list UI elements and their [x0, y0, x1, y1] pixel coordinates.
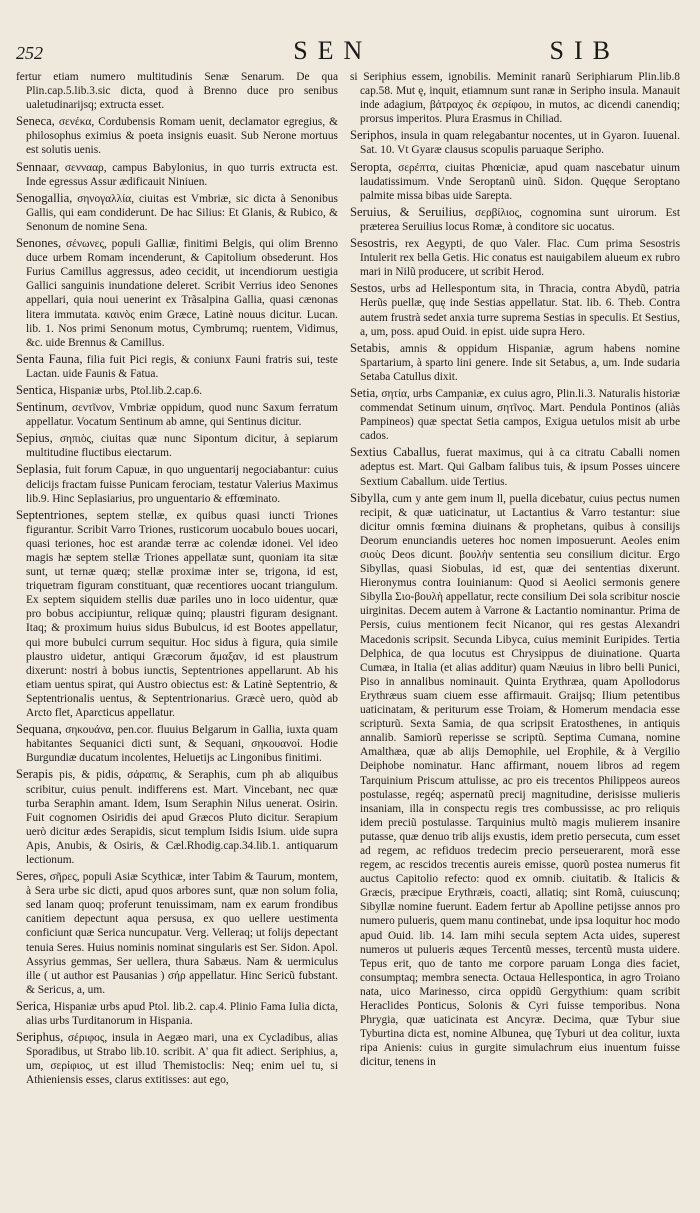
entry-headword: Sennaar, [16, 159, 60, 174]
dictionary-entry [350, 491, 680, 1070]
entry-headword: Sesostris, [350, 236, 398, 251]
dictionary-entry [16, 236, 338, 350]
entry-text: rex Aegypti, de quo Valer. Flac. Cum prima Sesostris Intulerit rex bella Getis. Hic conatus est nauigabilem alueum ex rubro mari in Nilũ producere, ut scribit Herod. [360, 238, 680, 279]
dictionary-entry [16, 999, 338, 1028]
running-head-right: SIB [549, 36, 620, 65]
entry-text: σένωνες, populi Galliæ, finitimi Belgis, qui olim Brenno duce urbem Romam incenderunt, & Capitolium obsederunt. Hos Furius Camillus aggressus, adeo cecidit, ut incendiorum uestigia Gallici sanguinis inundatione deleret. Scribit Verrius ideo Senones appellari, quia noui uenerint ex Trãsalpina Gallia, quasi cænonas litera immutata. καινὸς enim Græce, Latinè nouus dicitur. Lucan. lib. 1. Nos primi Senonum motus, Cymbrumq; ruentem, Vidimus, &c. uide Brennus & Camillus. [26, 238, 338, 349]
entry-headword: Sextius Caballus, [350, 445, 441, 460]
dictionary-entry [16, 70, 338, 112]
entry-text: σηκουάνα, pen.cor. fluuius Belgarum in Gallia, iuxta quam habitantes Sequanici dicti sunt, & Sequani, σηκουανοί. Hodie Burgundiæ ducatum incolentes, Heluetijs ac Lingonibus finitimi. [26, 724, 338, 765]
dictionary-entry [16, 767, 338, 867]
entry-text: amnis & oppidum Hispaniæ, agrum habens nomine Spartarium, à sparto lini genere. Inde sit Setabus, a, um. Inde sudaria Setaba Catullus dixit. [360, 342, 680, 383]
dictionary-entry [350, 160, 680, 203]
dictionary-entry [350, 236, 680, 279]
entry-text: Hispaniæ urbs, Ptol.lib.2.cap.6. [59, 384, 203, 397]
entry-text: σεννααρ, campus Babylonius, in quo turris extructa est. Inde egressus Assur ædificauit Niniuen. [26, 161, 338, 188]
entry-text: urbs ad Hellespontum sita, in Thracia, contra Abydũ, patria Herũs puellæ, quę inde Sestias appellatur. Stat. lib. 6. Theb. Contra autem frustrà sedet anxia turre suprema Sestias in speculis. Et Sestius, a, um, poss. apud Ouid. in epist. uide supra Hero. [360, 283, 680, 338]
entry-text: σερέπτα, ciuitas Phœniciæ, apud quam nascebatur uinum laudatissimum. Vnde Seroptanũ uinũ. Sidon. Quęque Seroptano palmite missa bibas uide Sarepta. [360, 161, 680, 202]
entry-text: fuit forum Capuæ, in quo unguentarij negociabantur: cuius delicijs fractam fuisse Punicam ferociam, testatur Valerius Maximus lib.9. Hinc Seplasiarius, pro unguentario & effœminato. [26, 464, 338, 505]
dictionary-entry [16, 383, 338, 398]
dictionary-entry [16, 160, 338, 189]
page-number: 252 [16, 43, 43, 63]
entry-text: σῆρες, populi Asiæ Scythicæ, inter Tabim & Taurum, montem, à Sera urbe sic dicti, apud quos arbores sunt, quæ non solum folia, sed lanam quoq; proferunt tenuissimam, nam ex earum frondibus canitiem depectunt aqua persusa, ex quo uellere uestimenta conficiunt quæ Serica nuncupatur. Verg. Velleraq; ut folijs depectant tenuia Seres. Huius nominis nominat singularis est Ser. Sidon. Apol. Assyrius gemmas, Ser uellera, thura Sabæus. Nam & uermiculus ille ( ut author est Pausanias ) σήρ appellatur. Hinc Sericũ fubstant. & Sericus, a, um. [26, 871, 339, 996]
entry-text: fuerat maximus, qui à ca citratu Caballi nomen adeptus est. Mart. Qui Galbam falibus tuis, & ipsum Posses uincere Sextium Caballum. uide Tertius. [360, 447, 680, 488]
dictionary-entry [16, 191, 338, 234]
entry-text: σητία, urbs Campaniæ, ex cuius agro, Plin.li.3. Naturalis historiæ commendat Setinum uinum, σητῖνος. Mart. Pendula Pontinos (aliàs Pampineos) quæ spectat Setia campos, Exigua uetulos misit ab urbe cados. [360, 387, 680, 443]
dictionary-entry [16, 1030, 338, 1087]
dictionary-entry [16, 431, 338, 460]
dictionary-entry [350, 281, 680, 338]
entry-text: σηπιὸς, ciuitas quæ nunc Sipontum dicitur, à sepiarum multitudine fluctibus eiectarum. [26, 433, 338, 460]
entry-text: σέριφος, insula in Aegæo mari, una ex Cycladibus, alias Sporadibus, ut Strabo lib.10. scribit. A' qua fit adiect. Seriphius, a, um, σερίφιος, ut est illud Themistoclis: Neq; enim uel tu, si Athieniensis esses, clarus extitisses: aut ego, [26, 1032, 338, 1087]
entry-headword: Sestos, [350, 281, 386, 296]
entry-headword: Setia, [350, 385, 379, 400]
entry-text: si Seriphius essem, ignobilis. Meminit ranarũ Seriphiarum Plin.lib.8 cap.58. Mut ę, inquit, etiamnum sunt ranæ in Seripho insula. Manauit inde adagium, βάτραχος ἐκ σερίφου, in mutos, ac dicendi canendiq; prorsus imperitos. Plura Erasmus in Chiliad. [350, 71, 680, 126]
entry-headword: Seres, [16, 869, 47, 884]
entry-headword: Septentriones, [16, 507, 88, 522]
dictionary-entry [350, 445, 680, 488]
entry-headword: Seriphus, [16, 1030, 64, 1045]
dictionary-entry [350, 70, 680, 126]
entry-text: filia fuit Pici regis, & coniunx Fauni fratris sui, teste Lactan. uide Faunis & Fatua. [26, 353, 338, 380]
entry-text: σηνογαλλία, ciuitas est Vmbriæ, sic dicta à Senonibus Gallis, qui eam condiderunt. De hac Silius: Et Glanis, & Rubico, & Senonum de nomine Sena. [26, 192, 338, 233]
dictionary-entry [350, 341, 680, 384]
entry-headword: Setabis, [350, 340, 390, 355]
entry-headword: Sequana, [16, 722, 62, 737]
dictionary-entry [350, 386, 680, 443]
dictionary-entry [350, 205, 680, 234]
entry-headword: Sentica, [16, 382, 57, 397]
entry-text: σερβίλιος, cognomina sunt uirorum. Est præterea Seruilius locus Romæ, à conditore sic uocatus. [360, 206, 681, 233]
dictionary-entry [16, 869, 338, 997]
entry-headword: Senones, [16, 236, 62, 251]
entry-headword: Serapis [16, 767, 54, 782]
entry-text: σεντῖνον, Vmbriæ oppidum, quod nunc Saxum ferratum appellatur. Vocatum Sentinum ab amne, qui Sentinus dicitur. [26, 402, 338, 429]
entry-headword: Senta Fauna, [16, 351, 83, 366]
entry-headword: Seplasia, [16, 462, 62, 477]
entry-headword: Serica, [16, 998, 51, 1013]
left-column [16, 70, 338, 1089]
text-columns [16, 70, 690, 1089]
entry-text: pis, & pidis, σάραπις, & Seraphis, cum ph ab aliquibus scribitur, cuius penult. indifferens est. Mart. Vincebant, nec quæ turba Seraphin amant. Idem, Isum Seraphin Nilus uenerat. Osirin. Fuit cognomen Osiridis dei apud Græcos Pluto dicitur. Serapium uerò dicitur ædes Serapidis, sicut templum Isidis Isium. uide supra Apis, Anubis, & Osiris, & Cæl.Rhodig.cap.34.lib.1. antiquarum lectionum. [26, 769, 338, 866]
running-head-left: SEN [293, 36, 373, 65]
entry-headword: Senogallia, [16, 190, 73, 205]
dictionary-entry [350, 128, 680, 157]
dictionary-entry [16, 400, 338, 429]
dictionary-entry [16, 352, 338, 381]
dictionary-entry [16, 722, 338, 765]
entry-headword: Sentinum, [16, 400, 68, 415]
entry-text: cum y ante gem inum ll, puella dicebatur, cuius pectus numen recipit, & quæ uaticinatur, ut Lactantius & Varro testantur: siue dicitur omnis fœmina diuinans & prophetans, quibus à consilijs Deorum enunciandis ueteres hoc nomen imposuerunt. Aeoles enim σιοὺς Deos dicunt. βουλὴν sententia seu consilium dicitur. Ergo Sibyllas, quasi Siobulas, id est, quæ dei sententias dixerunt. Hieronymus contra Iouinianum: Quod si Aeolici sermonis genere Sibylla Σιο-βουλὴ appellatur, recte consilium Dei sola scribitur noscie uirginitas. Decem autem à Varrone & Lactantio nominantur. Prima de Persis, cuius mentionem fecit Nicanor, qui res gestas Alexandri Macedonis scripsit. Secunda Libyca, cuius meminit Euripides. Tertia Delphica, de qua locutus est Chrysippus de diuinatione. Quarta Cumæa, in Italia (et alias additur) quam Næuius in libro belli Punici, Piso in annalibus nominauit. Quinta Erythræa, quam Apollodorus Erythræus suam ciuem esse affirmauit. Graijsq; Ilium petentibus uaticinatam, & periturum esse Troiam, & Homerum mendacia esse scripturũ. Sexta Samia, de qua scripsit Eratosthenes, in antiquis annalib. Samiorũ reperisse se scriptũ. Septima Cumana, nomine Amalthæa, quæ ab alijs Demophile, uel Erophile, & à Vergilio Deiphobe nominatur. Hanc affirmant, nouem libros ad regem Tarquinium Priscum attulisse, ac pro eis trecentos Philippeos aureos postulasse, regéq; aspernatũ precij magnitudine, derisisse mulieris insaniam, illa in conspectu regis tres combussisse, ac pro reliquis idem preciũ postulasse. Tarquinius multò magis mulierem insanire putasse, quæ denuo trib alijs exustis, idem pretio persecuta, cum esset ad regem, ac refiduos tredecim precio perseuerarent, morã esse regem, ac rescidos trecentis aureis emisse, quorũ postea numerus fit auctus Capitolio refecto: quod ex omnib. ciuitatib. & Italicis & Græcis, præcipue Erythræis, coacti, allatiq; sint Romã, cuiuscunq; Sibyllæ nomine fuerunt. Eadem fertur ab Apolline petijsse annos pro numero pulueris, quem manu continebat, unde ipsa loquitur hoc modo apud Ouid. lib. 14. Iam mihi secula septem Acta uides, superest numeros ut pulueris æques Tercentũ messes, tercentũ musta uidere. Tepus erit, quo de tanto me corpore paruam Longa dies faciet, consumptaq; membra senecta. Octaua Hellespontica, in agro Troiano nata, uico Marinesso, circa oppidũ Gergythium: quam scribit Heraclides Ponticus, Solonis & Cyri fuisse temporibus. Nona Phrygia, quæ uaticinata est Ancyræ. Decima, quæ Tybur siue Tyburtina dicta est, nomine Albunea, quę Tyburi ut dea colitur, iuxta ripa Anienis: cuius in gurgite simulachrum eius inuentum fuisse dicitur, tenens in [360, 492, 680, 1069]
entry-text: σενέκα, Cordubensis Romam uenit, declamator egregius, & philosophus eximius & poeta insignis euasit. Sub Nerone mortuus est solutis uenis. [26, 116, 338, 157]
entry-headword: Sibylla, [350, 490, 389, 505]
dictionary-entry [16, 114, 338, 157]
right-column [350, 70, 680, 1089]
entry-headword: Seriphos, [350, 128, 398, 143]
entry-headword: Seruius, & Seruilius, [350, 204, 467, 219]
dictionary-entry [16, 508, 338, 720]
dictionary-entry [16, 462, 338, 505]
entry-headword: Seropta, [350, 159, 392, 174]
entry-text: insula in quam relegabantur nocentes, ut in Gyaron. Iuuenal. Sat. 10. Vt Gyaræ clausus scopulis paruaque Seripho. [360, 130, 680, 157]
entry-text: Hispaniæ urbs apud Ptol. lib.2. cap.4. Plinio Fama Iulia dicta, alias urbs Turditanorum in Hispania. [26, 1000, 338, 1027]
entry-headword: Sepius, [16, 431, 53, 446]
entry-headword: Seneca, [16, 114, 55, 129]
entry-text: fertur etiam numero multitudinis Senæ Senarum. De qua Plin.cap.5.lib.3.sic dicta, quod à Brenno duce pro senibus ualetudinarijsq; extructa esset. [16, 71, 338, 112]
entry-text: septem stellæ, ex quibus quasi iuncti Triones figurantur. Scribit Varro Triones, rusticorum uocabulo boues uocari, quasi teriones, hoc est arandæ terræ ac colendæ idonei. Vel ideo magis hæ septem stellæ Triones appellatæ sunt, quoniam ita sitæ sunt, ut ternæ quæq; stellæ proximæ inter se, trigona, id est, triquetram figuram constituant, quæ recentiores uocant triangulum. Ex septem siquidem stellis duæ pariles uno in loco uidentur, quæ pro bobus accipiuntur, reliquæ quinq; plaustri figuram designant. Itaq; & proximum huius sidus Bubulcus, id est Bootes appellatur, qui more bubulci currum sequitur. Hoc sidus à figura, quia simile plaustro uidetur, antiqui Græcorum ἄμαξαν, id est plaustrum dixerunt: nostri à bobus iunctis, Septentriones appellarunt. Ab his etiam uentus spirat, qui Austro obiectus est: & Latinè Septentrio, & Septentrionalis uentus, & Septentrionarius. Græcè uero, quòd ab Arcto flet, Aparcticus appellatur. [26, 509, 338, 720]
page-header [16, 36, 690, 66]
